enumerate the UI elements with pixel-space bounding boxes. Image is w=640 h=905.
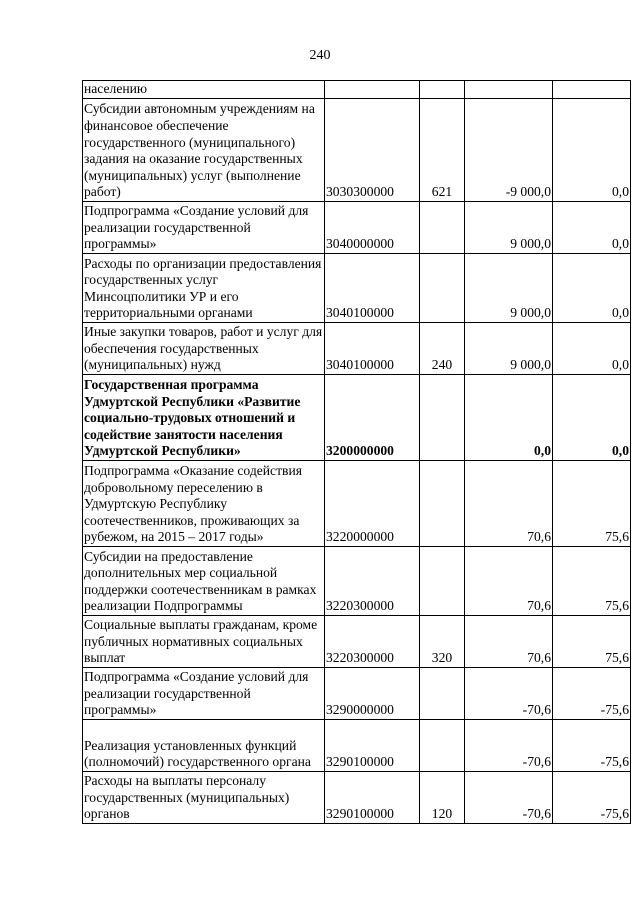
row-amount-1-cell: 70,6 [465, 547, 553, 616]
table-row [83, 202, 631, 254]
row-expense-type-cell [420, 254, 465, 323]
row-amount-2-cell: 0,0 [553, 254, 631, 323]
row-code-cell: 3220300000 [325, 547, 420, 616]
row-amount-2-cell: 0,0 [553, 99, 631, 202]
row-amount-2-cell: 75,6 [553, 616, 631, 668]
row-amount-1-cell: -70,6 [465, 772, 553, 824]
row-name-cell: Государственная программа Удмуртской Республики «Развитие социально-трудовых отношений и содействие занятости населения Удмуртской Республики» [83, 375, 325, 461]
table-row [83, 375, 631, 461]
table-row [83, 461, 631, 547]
row-amount-2-cell: -75,6 [553, 668, 631, 720]
row-amount-1-cell: -70,6 [465, 668, 553, 720]
row-code-cell: 3040100000 [325, 323, 420, 375]
row-code-cell: 3290100000 [325, 772, 420, 824]
row-amount-1-cell: 0,0 [465, 375, 553, 461]
page-number: 240 [309, 48, 331, 63]
row-amount-2-cell: 0,0 [553, 323, 631, 375]
row-code-cell: 3200000000 [325, 375, 420, 461]
row-expense-type-cell: 621 [420, 99, 465, 202]
row-amount-2-cell: 75,6 [553, 547, 631, 616]
row-name-cell: Расходы на выплаты персоналу государственных (муниципальных) органов [83, 772, 325, 824]
row-name-cell: Субсидии на предоставление дополнительных мер социальной поддержки соотечественникам в рамках реализации Подпрограммы [83, 547, 325, 616]
row-code-cell: 3220000000 [325, 461, 420, 547]
table-row [83, 668, 631, 720]
row-name-cell: Подпрограмма «Создание условий для реализации государственной программы» [83, 668, 325, 720]
row-amount-2-cell: -75,6 [553, 720, 631, 772]
row-name-cell: Реализация установленных функций (полномочий) государственного органа [83, 720, 325, 772]
table-row [83, 323, 631, 375]
row-amount-2-cell: -75,6 [553, 772, 631, 824]
row-amount-2-cell: 0,0 [553, 202, 631, 254]
row-code-cell: 3290000000 [325, 668, 420, 720]
row-amount-1-cell: 9 000,0 [465, 202, 553, 254]
row-expense-type-cell [420, 720, 465, 772]
row-expense-type-cell [420, 81, 465, 99]
row-amount-2-cell: 0,0 [553, 375, 631, 461]
table-row [83, 772, 631, 824]
row-expense-type-cell [420, 461, 465, 547]
row-amount-2-cell [553, 81, 631, 99]
row-expense-type-cell: 120 [420, 772, 465, 824]
row-amount-2-cell: 75,6 [553, 461, 631, 547]
row-name-cell: Расходы по организации предоставления государственных услуг Минсоцполитики УР и его территориальными органами [83, 254, 325, 323]
table-row [83, 254, 631, 323]
row-amount-1-cell: -9 000,0 [465, 99, 553, 202]
row-amount-1-cell [465, 81, 553, 99]
row-name-cell: Иные закупки товаров, работ и услуг для обеспечения государственных (муниципальных) нужд [83, 323, 325, 375]
row-amount-1-cell: 9 000,0 [465, 254, 553, 323]
row-amount-1-cell: 9 000,0 [465, 323, 553, 375]
row-name-cell: Подпрограмма «Оказание содействия добровольному переселению в Удмуртскую Республику соотечественников, проживающих за рубежом, на 2015 – 2017 годы» [83, 461, 325, 547]
row-expense-type-cell [420, 202, 465, 254]
row-expense-type-cell [420, 547, 465, 616]
table-row [83, 616, 631, 668]
table-row [83, 81, 631, 99]
row-expense-type-cell [420, 375, 465, 461]
row-code-cell [325, 81, 420, 99]
row-amount-1-cell: -70,6 [465, 720, 553, 772]
row-name-cell: населению [83, 81, 325, 99]
row-code-cell: 3030300000 [325, 99, 420, 202]
row-code-cell: 3040100000 [325, 254, 420, 323]
budget-table [82, 80, 631, 824]
budget-table-body [83, 81, 631, 824]
row-name-cell: Субсидии автономным учреждениям на финансовое обеспечение государственного (муниципального) задания на оказание государственных (муниципальных) услуг (выполнение работ) [83, 99, 325, 202]
row-name-cell: Социальные выплаты гражданам, кроме публичных нормативных социальных выплат [83, 616, 325, 668]
table-row [83, 547, 631, 616]
row-code-cell: 3040000000 [325, 202, 420, 254]
row-name-cell: Подпрограмма «Создание условий для реализации государственной программы» [83, 202, 325, 254]
row-code-cell: 3290100000 [325, 720, 420, 772]
table-row [83, 99, 631, 202]
row-amount-1-cell: 70,6 [465, 461, 553, 547]
table-row [83, 720, 631, 772]
row-expense-type-cell [420, 668, 465, 720]
row-code-cell: 3220300000 [325, 616, 420, 668]
row-expense-type-cell: 320 [420, 616, 465, 668]
row-expense-type-cell: 240 [420, 323, 465, 375]
row-amount-1-cell: 70,6 [465, 616, 553, 668]
